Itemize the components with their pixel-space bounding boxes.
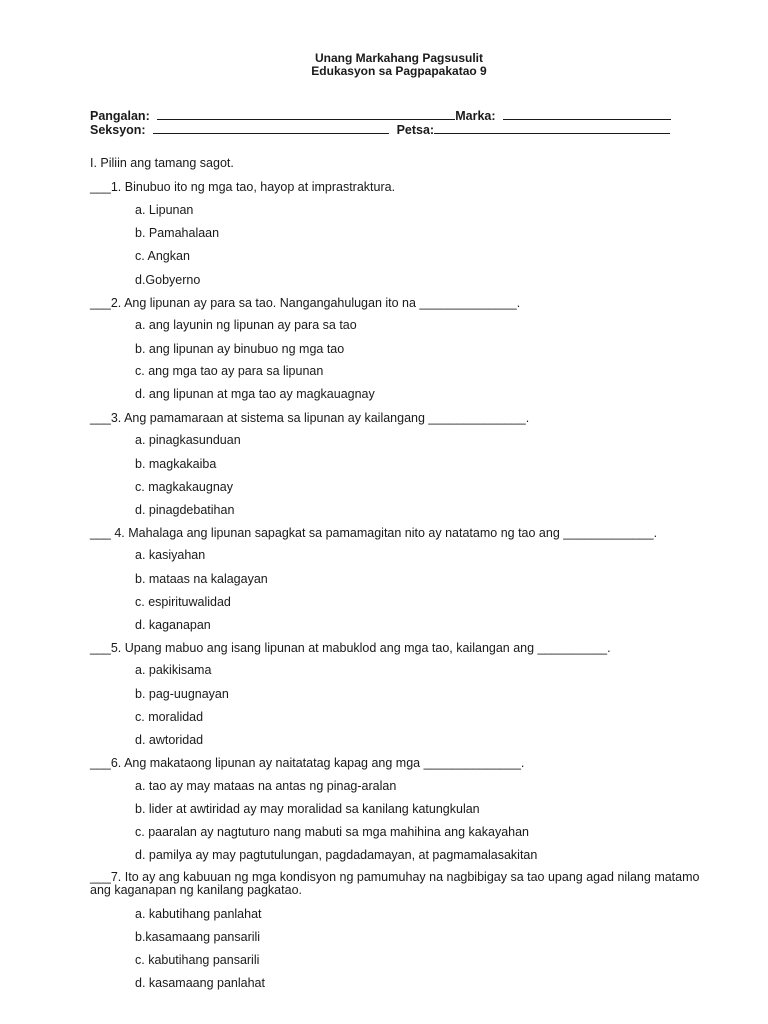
option-7a[interactable]: a. kabutihang panlahat [135,907,262,921]
exam-title: Unang Markahang Pagsusulit [314,51,484,65]
option-5d[interactable]: d. awtoridad [135,733,204,747]
marka-label: Marka: [455,109,496,123]
option-6c[interactable]: c. paaralan ay nagtuturo nang mabuti sa mga mahihina ang kakayahan [135,825,530,839]
option-1d[interactable]: d.Gobyerno [135,273,201,287]
option-6d[interactable]: d. pamilya ay may pagtutulungan, pagdadamayan, at pagmamalasakitan [135,848,538,862]
option-4b[interactable]: b. mataas na kalagayan [135,572,268,586]
question-5: ___5. Upang mabuo ang isang lipunan at mabuklod ang mga tao, kailangan ang __________. [90,641,611,655]
option-7d[interactable]: d. kasamaang panlahat [135,976,265,990]
option-7c[interactable]: c. kabutihang pansarili [135,953,260,967]
petsa-label: Petsa: [396,123,435,137]
section-date-row [90,122,670,137]
option-3d[interactable]: d. pinagdebatihan [135,503,235,517]
exam-subject: Edukasyon sa Pagpapakatao 9 [311,64,487,78]
option-1a[interactable]: a. Lipunan [135,203,194,217]
question-4: ___ 4. Mahalaga ang lipunan sapagkat sa pamamagitan nito ay natatamo ng tao ang _____________. [90,526,658,540]
question-7: ___7. Ito ay ang kabuuan ng mga kondisyon ng pamumuhay na nagbibigay sa tao upang agad nilang matamo ang kaganapan ng kanilang pagkatao. [90,870,700,897]
question-6: ___6. Ang makataong lipunan ay naitatatag kapag ang mga ______________. [90,756,525,770]
option-3c[interactable]: c. magkakaugnay [135,480,233,494]
option-4a[interactable]: a. kasiyahan [135,548,206,562]
pangalan-label: Pangalan: [90,109,150,123]
option-5b[interactable]: b. pag-uugnayan [135,687,229,701]
question-2: ___2. Ang lipunan ay para sa tao. Nangangahulugan ito na ______________. [90,296,521,310]
option-5c[interactable]: c. moralidad [135,710,204,724]
option-2b[interactable]: b. ang lipunan ay binubuo ng mga tao [135,342,345,356]
option-3b[interactable]: b. magkakaiba [135,457,217,471]
question-1: ___1. Binubuo ito ng mga tao, hayop at imprastraktura. [90,180,396,194]
option-7b[interactable]: b.kasamaang pansarili [135,930,261,944]
option-1c[interactable]: c. Angkan [135,249,190,263]
instruction-text: I. Piliin ang tamang sagot. [90,156,234,170]
option-1b[interactable]: b. Pamahalaan [135,226,220,240]
petsa-blank[interactable] [434,122,670,134]
option-2d[interactable]: d. ang lipunan at mga tao ay magkauagnay [135,387,375,401]
option-4c[interactable]: c. espirituwalidad [135,595,231,609]
option-2a[interactable]: a. ang layunin ng lipunan ay para sa tao [135,318,357,332]
pangalan-blank[interactable] [157,108,455,120]
option-5a[interactable]: a. pakikisama [135,663,212,677]
exam-title-block [0,52,768,78]
option-6a[interactable]: a. tao ay may mataas na antas ng pinag-aralan [135,779,397,793]
marka-blank[interactable] [503,108,671,120]
option-4d[interactable]: d. kaganapan [135,618,211,632]
option-6b[interactable]: b. lider at awtiridad ay may moralidad sa kanilang katungkulan [135,802,480,816]
name-grade-row [90,108,671,123]
seksyon-label: Seksyon: [90,123,146,137]
question-3: ___3. Ang pamamaraan at sistema sa lipunan ay kailangang ______________. [90,411,530,425]
option-3a[interactable]: a. pinagkasunduan [135,433,241,447]
seksyon-blank[interactable] [153,122,389,134]
option-2c[interactable]: c. ang mga tao ay para sa lipunan [135,364,324,378]
